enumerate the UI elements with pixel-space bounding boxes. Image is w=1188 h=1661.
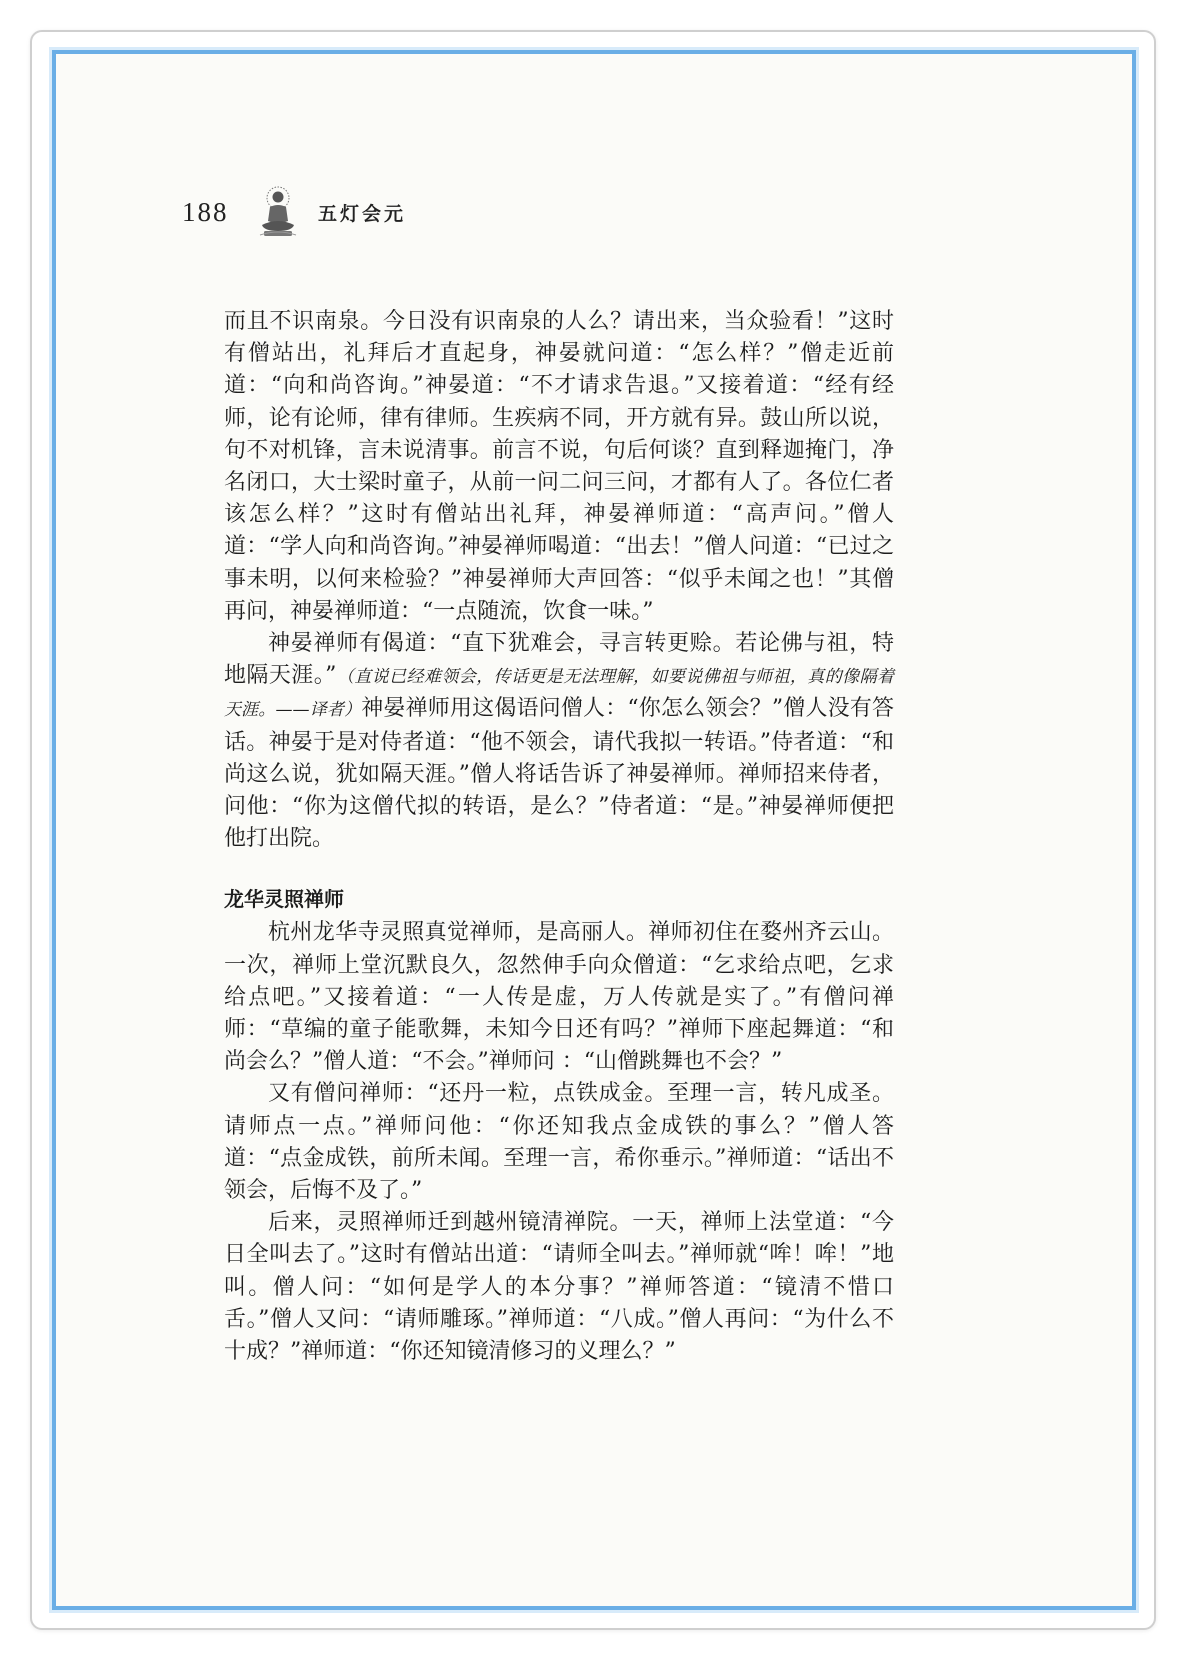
paragraph: 而且不识南泉。今日没有识南泉的人么？请出来，当众验看！”这时有僧站出，礼拜后才直起身，神晏就问道：“怎么样？”僧走近前道：“向和尚咨询。”神晏道：“不才请求告退。”又接着道：“经有经师，论有论师，律有律师。生疾病不同，开方就有异。鼓山所以说，句不对机锋，言未说清事。前言不说，句后何谈？直到释迦掩门，净名闭口，大士梁时童子，从前一问二问三问，才都有人了。各位仁者该怎么样？”这时有僧站出礼拜，神晏禅师道：“高声问。”僧人道：“学人向和尚咨询。”神晏禅师喝道：“出去！”僧人问道：“已过之事未明，以何来检验？”神晏禅师大声回答：“似乎未闻之也！”其僧再问，神晏禅师道：“一点随流，饮食一味。” [224, 309, 894, 624]
section-gap [224, 855, 894, 881]
translator-note: （直说已经难领会，传话更是无法理解，如要说佛祖与师祖，真的像隔着天涯。——译者） [224, 667, 895, 721]
paragraph [224, 628, 894, 855]
page-number: 188 [182, 196, 229, 227]
book-page [56, 54, 1132, 1606]
main-text [224, 306, 894, 1368]
book-title: 五灯会元 [318, 202, 407, 225]
buddha-icon [252, 185, 304, 239]
paragraph: 后来，灵照禅师迁到越州镜清禅院。一天，禅师上法堂道：“今日全叫去了。”这时有僧站出道：“请师全叫去。”禅师就“哞！哞！”地叫。僧人问：“如何是学人的本分事？”禅师答道：“镜清不惜口舌。”僧人又问：“请师雕琢。”禅师道：“八成。”僧人再问：“为什么不十成？”禅师道：“你还知镜清修习的义理么？” [224, 1210, 894, 1365]
running-header [182, 184, 406, 240]
page-frame [52, 50, 1136, 1610]
paragraph: 又有僧问禅师：“还丹一粒，点铁成金。至理一言，转凡成圣。请师点一点。”禅师问他：“你还知我点金成铁的事么？”僧人答道：“点金成铁，前所未闻。至理一言，希你垂示。”禅师道：“话出不领会，后悔不及了。” [224, 1081, 894, 1204]
verse-text: 神晏禅师有偈道：“直下犹难会，寻言转更赊。若论佛与祖，特地隔天涯。” [224, 631, 894, 689]
section-title: 龙华灵照禅师 [224, 887, 344, 912]
paragraph: 杭州龙华寺灵照真觉禅师，是高丽人。禅师初住在婺州齐云山。一次，禅师上堂沉默良久，忽然伸手向众僧道：“乞求给点吧，乞求给点吧。”又接着道：“一人传是虚，万人传就是实了。”有僧问禅师：“草编的童子能歌舞，未知今日还有吗？”禅师下座起舞道：“和尚会么？”僧人道：“不会。”禅师问 ：“山僧跳舞也不会？” [224, 920, 894, 1075]
paragraph-text: 神晏禅师用这偈语问僧人：“你怎么领会？”僧人没有答话。神晏于是对侍者道：“他不领会，请代我拟一转语。”侍者道：“和尚这么说，犹如隔天涯。”僧人将话告诉了神晏禅师。禅师招来侍者，问他：“你为这僧代拟的转语，是么？”侍者道：“是。”神晏禅师便把他打出院。 [224, 696, 895, 852]
